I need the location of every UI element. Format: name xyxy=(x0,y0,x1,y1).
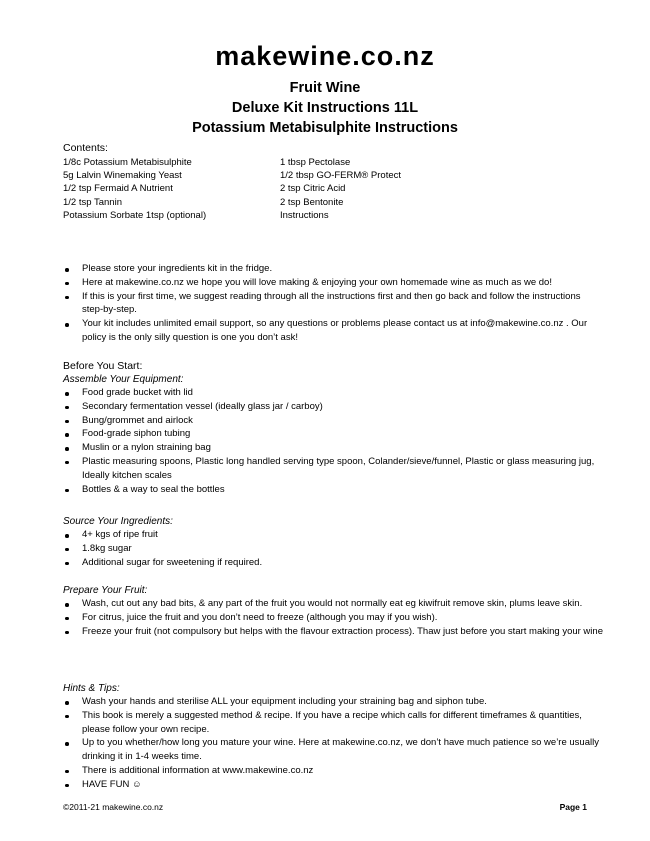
list-item: This book is merely a suggested method & recipe. If you have a recipe which calls for different timeframes & quantities, please follow your own recipe. xyxy=(63,709,603,737)
site-title: makewine.co.nz xyxy=(215,41,435,71)
list-item: Up to you whether/how long you mature your wine. Here at makewine.co.nz, we don’t have much patience so we’re usually drinking it in 1-4 weeks time. xyxy=(63,736,603,764)
contents-item: 2 tsp Bentonite xyxy=(280,196,344,208)
subsection-heading: Source Your Ingredients: xyxy=(63,516,173,527)
list-item: Bung/grommet and airlock xyxy=(63,414,603,428)
list-item: 1.8kg sugar xyxy=(63,542,603,556)
contents-item: 5g Lalvin Winemaking Yeast xyxy=(63,170,182,182)
list-item: HAVE FUN ☺ xyxy=(63,778,603,792)
contents-list xyxy=(63,156,583,222)
contents-item: 1/2 tsp Tannin xyxy=(63,196,122,208)
list-item: If this is your first time, we suggest reading through all the instructions first and then go back and follow the instructions step-by-step. xyxy=(63,290,603,318)
list-item: Wash, cut out any bad bits, & any part of the fruit you would not normally eat eg kiwifruit remove skin, plums leave skin. xyxy=(63,597,603,611)
ingredients-section xyxy=(63,515,603,569)
list-item: Please store your ingredients kit in the fridge. xyxy=(63,262,603,276)
page-number: Page 1 xyxy=(559,802,587,812)
contents-item: 1/2 tsp Fermaid A Nutrient xyxy=(63,183,173,195)
list-item: 4+ kgs of ripe fruit xyxy=(63,528,603,542)
contents-item: 1/8c Potassium Metabisulphite xyxy=(63,157,192,168)
list-item: Wash your hands and sterilise ALL your equipment including your straining bag and siphon tube. xyxy=(63,695,603,709)
list-item: Your kit includes unlimited email support, so any questions or problems please contact us at info@makewine.co.nz . Our policy is the only silly question is one you don’t ask! xyxy=(63,317,603,345)
contents-item: 1 tbsp Pectolase xyxy=(280,157,351,168)
list-item: Bottles & a way to seal the bottles xyxy=(63,483,603,497)
list-item: Secondary fermentation vessel (ideally glass jar / carboy) xyxy=(63,400,603,414)
subsection-heading: Prepare Your Fruit: xyxy=(63,585,148,596)
contents-item: 2 tsp Citric Acid xyxy=(280,183,346,195)
list-item: Muslin or a nylon straining bag xyxy=(63,441,603,455)
list-item: Here at makewine.co.nz we hope you will love making & enjoying your own homemade wine as much as we do! xyxy=(63,276,603,290)
contents-label: Contents: xyxy=(63,142,108,154)
list-item: Food grade bucket with lid xyxy=(63,386,603,400)
intro-section xyxy=(63,262,603,345)
contents-item: Instructions xyxy=(280,209,329,221)
doc-title-kit: Deluxe Kit Instructions 11L xyxy=(231,100,419,116)
list-item: There is additional information at www.makewine.co.nz xyxy=(63,764,603,778)
list-item: Freeze your fruit (not compulsory but helps with the flavour extraction process). Thaw just before you start making your wine xyxy=(63,625,603,639)
list-item: Additional sugar for sweetening if required. xyxy=(63,556,603,570)
doc-title-method: Potassium Metabisulphite Instructions xyxy=(192,120,458,136)
subsection-heading: Assemble Your Equipment: xyxy=(63,374,184,385)
hints-section xyxy=(63,682,603,792)
prepare-section xyxy=(63,584,603,638)
subsection-heading: Hints & Tips: xyxy=(63,683,120,694)
contents-item: Potassium Sorbate 1tsp (optional) xyxy=(63,209,207,221)
footer-copyright: ©2011-21 makewine.co.nz xyxy=(63,802,164,812)
contents-item: 1/2 tbsp GO-FERM® Protect xyxy=(280,170,402,182)
list-item: Food-grade siphon tubing xyxy=(63,427,603,441)
list-item: For citrus, juice the fruit and you don’t need to freeze (although you may if you wish). xyxy=(63,611,603,625)
before-section xyxy=(63,360,603,496)
doc-title-fruit-wine: Fruit Wine xyxy=(289,80,361,96)
list-item: Plastic measuring spoons, Plastic long handled serving type spoon, Colander/sieve/funnel, Plastic or glass measuring jug, Ideally kitchen scales xyxy=(63,455,603,483)
section-heading: Before You Start: xyxy=(63,360,143,372)
